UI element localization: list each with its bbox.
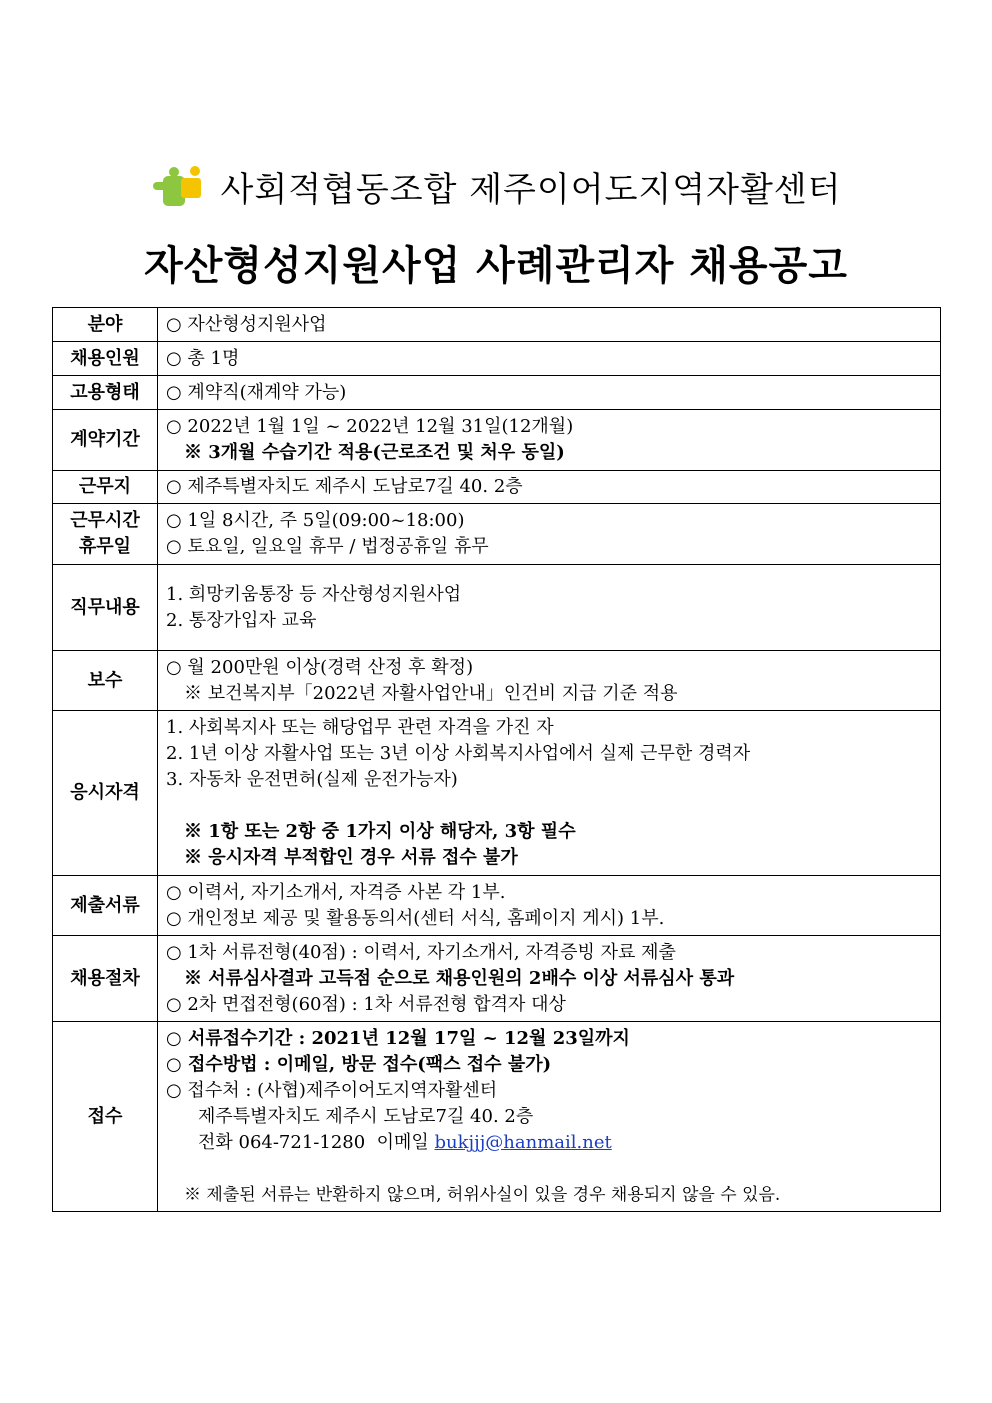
workplace-line: ○ 제주특별자치도 제주시 도남로7길 40. 2층 [166,476,523,497]
pay-line: ○ 월 200만원 이상(경력 산정 후 확정) [166,656,474,678]
apply-method: ○ 접수방법 : 이메일, 방문 접수(팩스 접수 불가) [166,1053,552,1075]
content-hours [158,504,941,565]
process-step: ○ 1차 서류전형(40점) : 이력서, 자기소개서, 자격증빙 자료 제출 [166,941,676,963]
apply-contact [166,1130,932,1156]
page-title: 자산형성지원사업 사례관리자 채용공고 [144,243,848,289]
label-apply: 접수 [53,1022,158,1212]
label-hires: 채용인원 [53,342,158,376]
holiday-line: ○ 토요일, 일요일 휴무 / 법정공휴일 휴무 [166,536,489,557]
apply-address: 제주특별자치도 제주시 도남로7길 40. 2층 [198,1105,534,1127]
content-field [158,308,941,342]
label-contract: 계약기간 [53,410,158,471]
org-logo-icon [151,164,207,208]
process-step: ○ 2차 면접전형(60점) : 1차 서류전형 합격자 대상 [166,993,566,1015]
apply-note: ※ 제출된 서류는 반환하지 않으며, 허위사실이 있을 경우 채용되지 않을 수 있음. [184,1184,781,1205]
row-qualify [53,711,941,876]
label-pay: 보수 [53,651,158,711]
qualify-item: 2. 1년 이상 자활사업 또는 3년 이상 사회복지사업에서 실제 근무한 경력자 [166,743,751,764]
content-contract [158,410,941,471]
label-process: 채용절차 [53,936,158,1022]
doc-item: ○ 이력서, 자기소개서, 자격증 사본 각 1부. [166,881,506,903]
hours-line: ○ 1일 8시간, 주 5일(09:00~18:00) [166,510,465,531]
pay-note: ※ 보건복지부「2022년 자활사업안내」인건비 지급 기준 적용 [184,682,678,704]
row-workplace [53,471,941,504]
apply-phone: 전화 064-721-1280 이메일 [198,1131,429,1153]
apply-period: ○ 서류접수기간 : 2021년 12월 17일 ~ 12월 23일까지 [166,1027,630,1049]
content-workplace [158,471,941,504]
header [0,158,992,291]
label-workplace: 근무지 [53,471,158,504]
field-line: ○ 자산형성지원사업 [166,313,327,335]
qualify-item: 3. 자동차 운전면허(실제 운전가능자) [166,769,458,790]
spacer [166,1156,932,1182]
label-duties: 직무내용 [53,565,158,651]
row-apply [53,1022,941,1212]
content-qualify [158,711,941,876]
label-field: 분야 [53,308,158,342]
label-hours-1: 근무시간 [70,510,140,531]
row-process [53,936,941,1022]
email-link[interactable]: bukjjj@hanmail.net [434,1131,612,1153]
label-docs: 제출서류 [53,876,158,936]
duty-item: 2. 통장가입자 교육 [166,609,317,631]
spacer [166,793,932,819]
employment-line: ○ 계약직(재계약 가능) [166,381,347,403]
content-docs [158,876,941,936]
content-duties [158,565,941,651]
row-field [53,308,941,342]
content-process [158,936,941,1022]
recruitment-table [52,307,941,1212]
content-hires [158,342,941,376]
hires-line: ○ 총 1명 [166,347,240,369]
qualify-item: 1. 사회복지사 또는 해당업무 관련 자격을 가진 자 [166,717,554,738]
label-hours-2: 휴무일 [78,536,132,557]
row-hires [53,342,941,376]
row-pay [53,651,941,711]
qualify-note: ※ 1항 또는 2항 중 1가지 이상 해당자, 3항 필수 [184,821,576,842]
content-pay [158,651,941,711]
row-contract [53,410,941,471]
apply-place: ○ 접수처 : (사협)제주이어도지역자활센터 [166,1079,498,1101]
qualify-note: ※ 응시자격 부적합인 경우 서류 접수 불가 [184,847,518,868]
row-docs [53,876,941,936]
row-employment [53,376,941,410]
doc-item: ○ 개인정보 제공 및 활용동의서(센터 서식, 홈페이지 게시) 1부. [166,907,665,929]
row-hours [53,504,941,565]
org-line [0,158,992,214]
label-qualify: 응시자격 [53,711,158,876]
content-apply [158,1022,941,1212]
row-duties [53,565,941,651]
contract-line: ○ 2022년 1월 1일 ~ 2022년 12월 31일(12개월) [166,416,574,437]
org-name: 사회적협동조합 제주이어도지역자활센터 [220,169,842,210]
contract-note: ※ 3개월 수습기간 적용(근로조건 및 처우 동일) [184,442,565,463]
duty-item: 1. 희망키움통장 등 자산형성지원사업 [166,583,462,605]
label-employment: 고용형태 [53,376,158,410]
process-note: ※ 서류심사결과 고득점 순으로 채용인원의 2배수 이상 서류심사 통과 [184,967,735,989]
content-employment [158,376,941,410]
label-hours [53,504,158,565]
